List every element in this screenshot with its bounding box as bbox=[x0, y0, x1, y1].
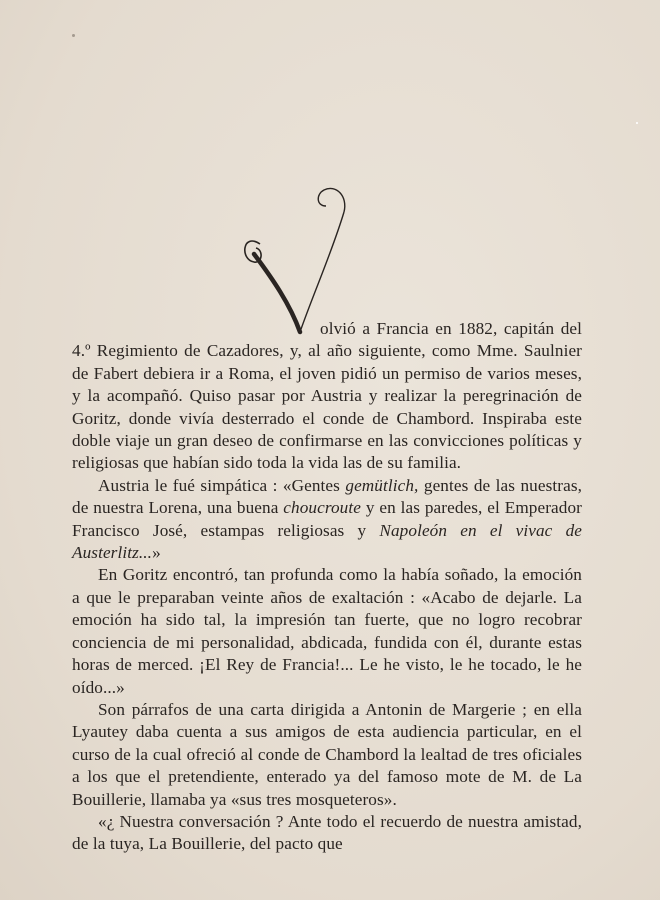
body-text bbox=[72, 318, 582, 856]
dust-speck bbox=[636, 122, 638, 124]
paragraph-5: «¿ Nuestra conversación ? Ante todo el recuerdo de nuestra amistad, de la tuya, La Bouillerie, del pacto que bbox=[72, 811, 582, 854]
dust-speck bbox=[72, 34, 75, 37]
paragraph-4: Son párrafos de una carta dirigida a Antonin de Margerie ; en ella Lyautey daba cuenta a sus amigos de esta audiencia particular, en el curso de la cual ofreció al conde de Chambord la lealtad de tres oficiales a los que el pretendiente, enterado ya del famoso mote de M. de La Bouillerie, llamaba ya «sus tres mosqueteros». bbox=[72, 699, 582, 809]
paragraph-1: olvió a Francia en 1882, capitán del 4.º Regimiento de Cazadores, y, al año siguiente, como Mme. Saulnier de Fabert debiera ir a Roma, el joven pidió un permiso de varios meses, y la acompañó. Quiso pasar por Austria y realizar la peregrinación de Goritz, donde vivía desterrado el conde de Chambord. Inspiraba este doble viaje un gran deseo de confirmarse en las convicciones políticas y religiosas que habían sido toda la vida las de su familia. bbox=[72, 319, 582, 473]
paragraph-3: En Goritz encontró, tan profunda como la había soñado, la emoción a que le preparaban veinte años de exaltación : «Acabo de dejarle. La emoción ha sido tal, la impresión tan fuerte, que no logro recobrar conciencia de mi personalidad, abdicada, fundida con él, durante estas horas de merced. ¡El Rey de Francia!... Le he visto, le he tocado, le he oído...» bbox=[72, 565, 582, 697]
paragraph-2: Austria le fué simpática : «Gentes gemütlich, gentes de las nuestras, de nuestra Lorena, una buena choucroute y en las paredes, el Emperador Francisco José, estampas religiosas y Napoleón en el vivac de Austerlitz...» bbox=[72, 475, 583, 563]
